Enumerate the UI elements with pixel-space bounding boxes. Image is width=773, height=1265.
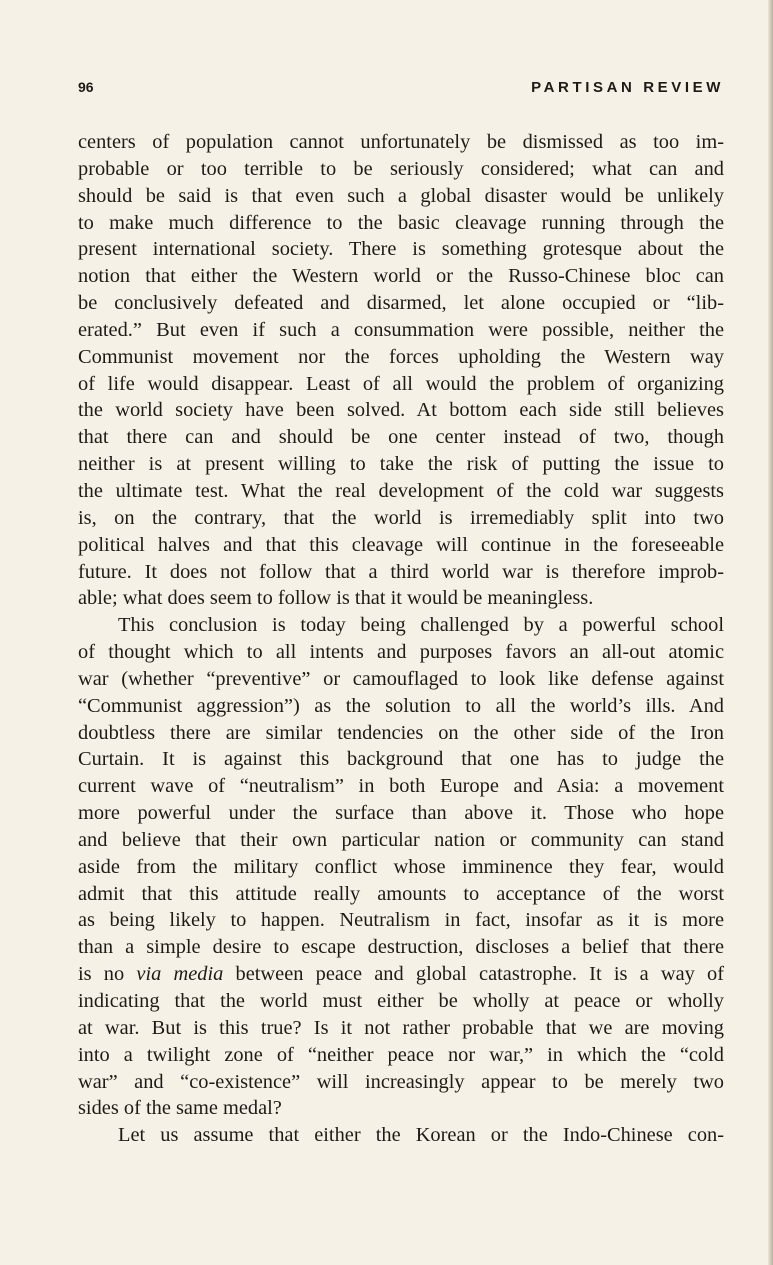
text-line: political halves and that this cleavage will continue in the foreseeable [78,533,724,556]
text-line: is, on the contrary, that the world is irremediably split into two [78,506,724,529]
text-line: war” and “co-existence” will increasingly appear to be merely two [78,1070,724,1093]
text-line: Curtain. It is against this background that one has to judge the [78,748,724,771]
paragraph-2-part-b [78,988,724,1122]
text-line: more powerful under the surface than above it. Those who hope [78,802,724,825]
text-line: to make much difference to the basic cleavage running through the [78,211,724,234]
text-line: should be said is that even such a global disaster would be unlikely [78,184,724,207]
text-line: notion that either the Western world or the Russo-Chinese bloc can [78,265,724,288]
text-line: of life would disappear. Least of all would the problem of organizing [78,372,724,395]
text-line: than a simple desire to escape destruction, discloses a belief that there [78,936,724,959]
text-line-with-italic [78,961,724,988]
text-line: erated.” But even if such a consummation were possible, neither the [78,318,724,341]
text-line: probable or too terrible to be seriously considered; what can and [78,157,724,180]
text-line: the ultimate test. What the real development of the cold war suggests [78,479,724,502]
text-line: This conclusion is today being challenged by a powerful school [118,614,724,637]
journal-title: PARTISAN REVIEW [531,79,724,96]
body-text [78,129,724,1149]
text-line: the world society have been solved. At bottom each side still believes [78,399,724,422]
text-line: and believe that their own particular nation or community can stand [78,828,724,851]
paragraph-3 [78,1122,724,1149]
text-line: war (whether “preventive” or camouflaged to look like defense against [78,667,724,690]
text-line: neither is at present willing to take the risk of putting the issue to [78,453,724,476]
text-line: indicating that the world must either be wholly at peace or wholly [78,990,724,1012]
text-segment: between peace and global catastrophe. It is a way of [223,963,725,986]
text-line: doubtless there are similar tendencies on the other side of the Iron [78,721,724,744]
text-line: sides of the same medal? [78,1097,282,1120]
text-line: able; what does seem to follow is that it would be meaningless. [78,587,594,610]
text-line: that there can and should be one center instead of two, though [78,426,724,449]
text-line: aside from the military conflict whose imminence they fear, would [78,855,724,878]
paragraph-1 [78,129,724,612]
text-line: present international society. There is something grotesque about the [78,238,724,261]
text-line: future. It does not follow that a third world war is therefore improb- [78,560,724,583]
paragraph-2-part-a [78,612,724,961]
text-segment: is no [78,963,137,986]
text-line: of thought which to all intents and purposes favors an all-out atomic [78,641,724,664]
text-line: current wave of “neutralism” in both Europe and Asia: a movement [78,775,724,798]
text-line: at war. But is this true? Is it not rather probable that we are moving [78,1016,724,1039]
text-line: be conclusively defeated and disarmed, let alone occupied or “lib- [78,292,724,315]
italic-phrase: via media [136,963,224,986]
running-head [78,79,724,101]
text-line: into a twilight zone of “neither peace nor war,” in which the “cold [78,1043,724,1066]
text-line: “Communist aggression”) as the solution to all the world’s ills. And [78,694,724,717]
text-line: admit that this attitude really amounts to acceptance of the worst [78,882,724,905]
text-line: as being likely to happen. Neutralism in fact, insofar as it is more [78,909,724,932]
page-number: 96 [78,79,94,95]
text-line: Communist movement nor the forces upholding the Western way [78,345,724,368]
text-line: centers of population cannot unfortunately be dismissed as too im- [78,131,724,153]
text-line: Let us assume that either the Korean or the Indo-Chinese con- [118,1124,724,1147]
paragraph-2 [78,612,724,1122]
page-edge [768,0,773,1265]
